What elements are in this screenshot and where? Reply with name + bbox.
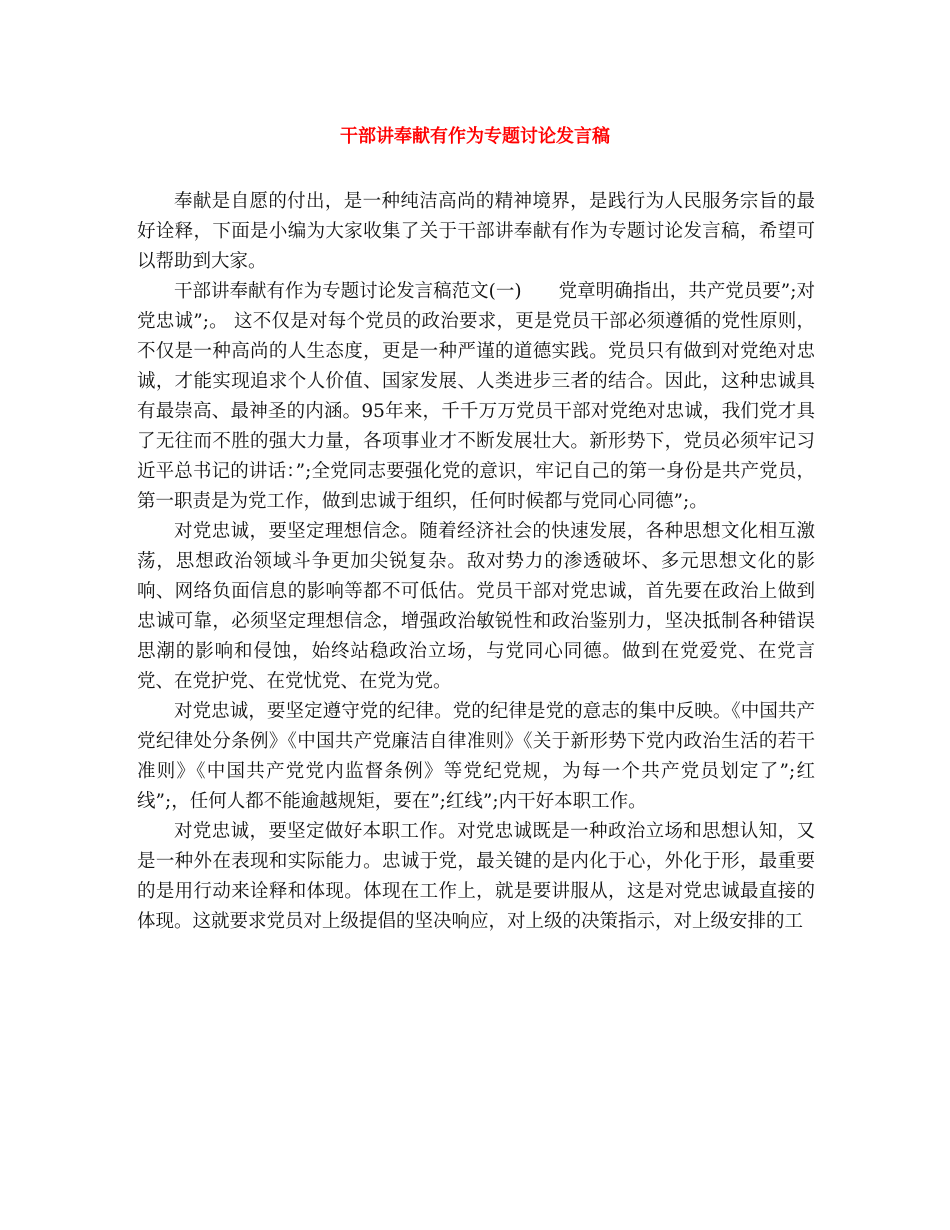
paragraph: 干部讲奉献有作为专题讨论发言稿范文(一) 党章明确指出，共产党员要”;对党忠诚”;。 这不仅是对每个党员的政治要求，更是党员干部必须遵循的党性原则，不仅是一种高尚的人生态度，更是一种严谨的道德实践。党员只有做到对党绝对忠诚，才能实现追求个人价值、国家发展、人类进步三者的结合。因此，这种忠诚具有最崇高、最神圣的内涵。95年来，千千万万党员干部对党绝对忠诚，我们党才具了无往而不胜的强大力量，各项事业才不断发展壮大。新形势下，党员必须牢记习近平总书记的讲话：”;全党同志要强化党的意识，牢记自己的第一身份是共产党员，第一职责是为党工作，做到忠诚于组织，任何时候都与党同心同德”;。 [137, 281, 815, 512]
paragraph: 奉献是自愿的付出，是一种纯洁高尚的精神境界，是践行为人民服务宗旨的最好诠释，下面是小编为大家收集了关于干部讲奉献有作为专题讨论发言稿，希望可以帮助到大家。 [137, 191, 815, 272]
document-title: 干部讲奉献有作为专题讨论发言稿 [340, 126, 610, 147]
paragraph: 对党忠诚，要坚定做好本职工作。对党忠诚既是一种政治立场和思想认知，又是一种外在表现和实际能力。忠诚于党，最关键的是内化于心，外化于形，最重要的是用行动来诠释和体现。体现在工作上，就是要讲服从，这是对党忠诚最直接的体现。这就要求党员对上级提倡的坚决响应，对上级的决策指示，对上级安排的工 [137, 821, 815, 932]
document-body [137, 187, 815, 937]
paragraph: 对党忠诚，要坚定遵守党的纪律。党的纪律是党的意志的集中反映。《中国共产党纪律处分条例》《中国共产党廉洁自律准则》《关于新形势下党内政治生活的若干准则》《中国共产党党内监督条例》等党纪党规，为每一个共产党员划定了”;红线”;，任何人都不能逾越规矩，要在”;红线”;内干好本职工作。 [137, 701, 815, 812]
paragraph: 对党忠诚，要坚定理想信念。随着经济社会的快速发展，各种思想文化相互激荡，思想政治领域斗争更加尖锐复杂。敌对势力的渗透破坏、多元思想文化的影响、网络负面信息的影响等都不可低估。党员干部对党忠诚，首先要在政治上做到忠诚可靠，必须坚定理想信念，增强政治敏锐性和政治鉴别力，坚决抵制各种错误思潮的影响和侵蚀，始终站稳政治立场，与党同心同德。做到在党爱党、在党言党、在党护党、在党忧党、在党为党。 [137, 521, 815, 692]
